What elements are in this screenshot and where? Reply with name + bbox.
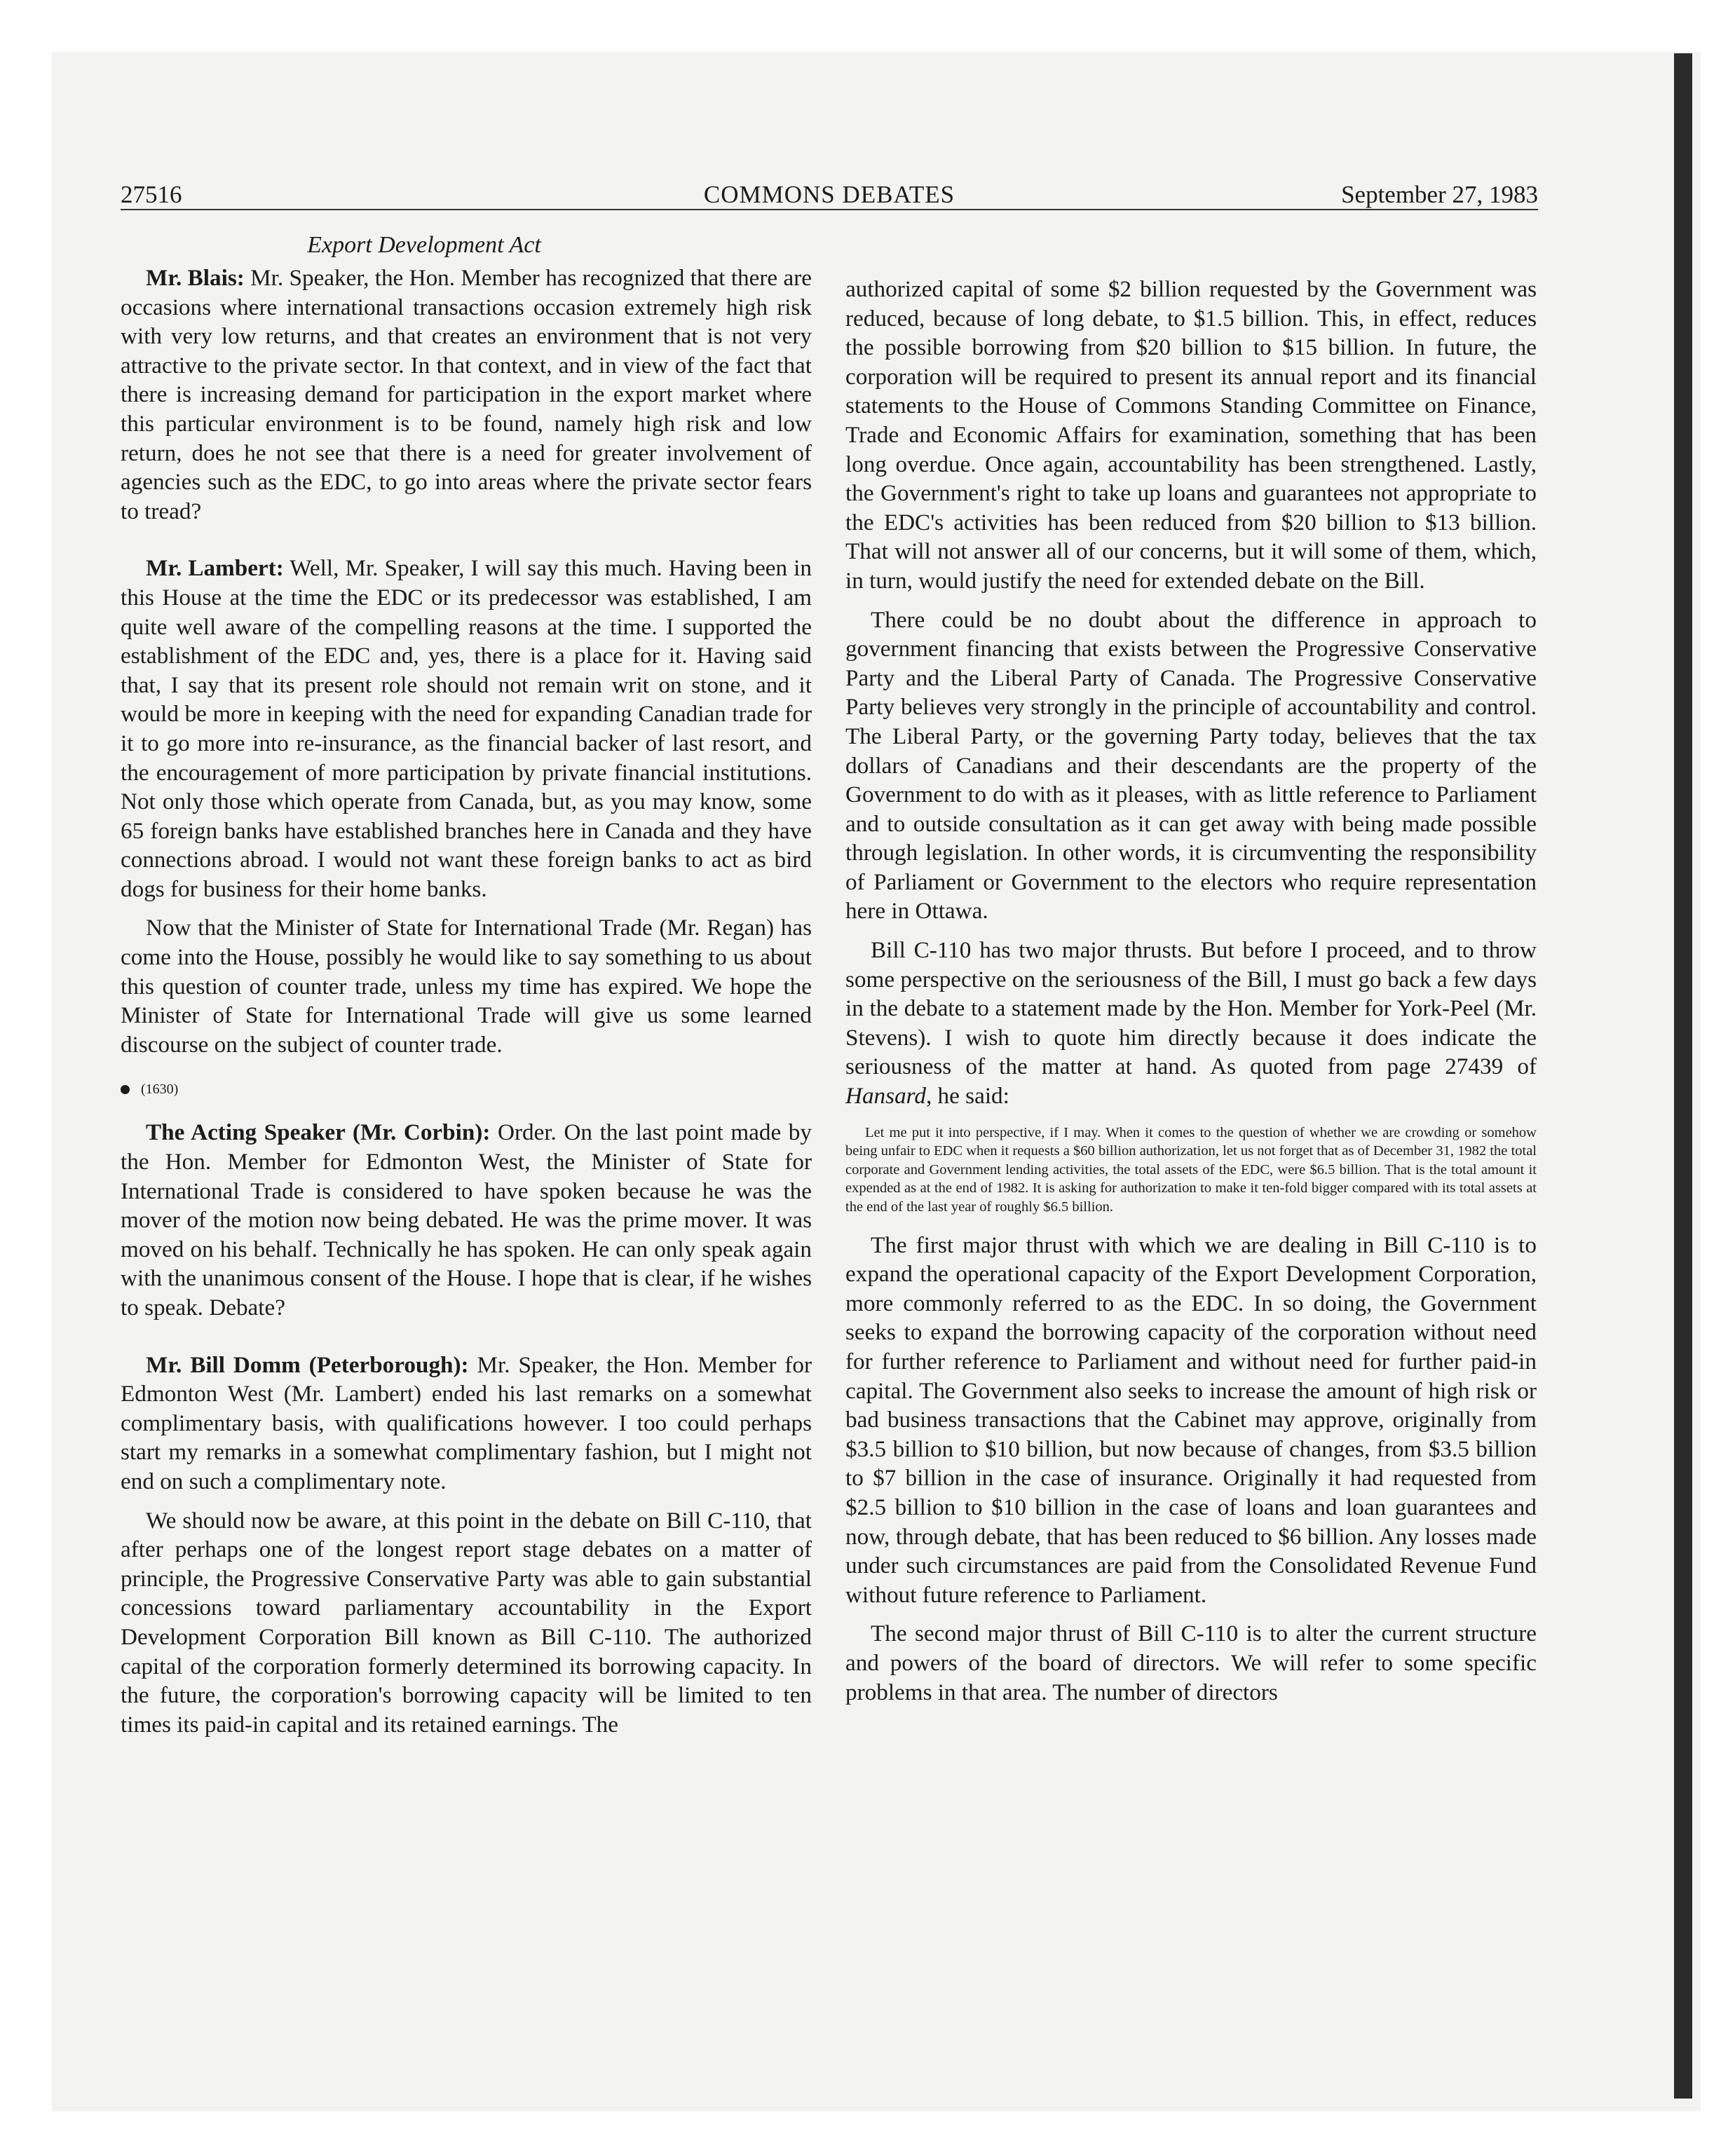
page-number: 27516	[121, 181, 182, 208]
publication-title: COMMONS DEBATES	[703, 181, 955, 208]
paragraph-domm-cont: We should now be aware, at this point in the debate on Bill C-110, that after perhaps one of the longest report stage debates on a matter of principle, the Progressive Conservative Party was able to gain substantial concessions toward parliamentary accountability in the Export Development Corporation Bill known as Bill C-110. The authorized capital of the corporation formerly determined its borrowing capacity. In the future, the corporation's borrowing capacity will be limited to ten times its paid-in capital and its retained earnings. The	[121, 1507, 812, 1738]
paragraph-second-thrust: The second major thrust of Bill C-110 is to alter the current structure and powers of the board of directors. We will refer to some specific problems in that area. The number of directors	[845, 1621, 1537, 1705]
paragraph-text: Order. On the last point made by the Hon. Member for Edmonton West, the Minister of State for International Trade is considered to have spoken because he was the mover of the motion now being debated. He was the prime mover. It was moved on his behalf. Technically he has spoken. He can only speak again with the unanimous consent of the House. I hope that is clear, if he wishes to speak. Debate?	[121, 1119, 812, 1321]
scan-edge-bar	[1674, 53, 1692, 2099]
paragraph-first-thrust: The first major thrust with which we are dealing in Bill C-110 is to expand the operational capacity of the Export Development Corporation, more commonly referred to as the EDC. In so doing, the Government seeks to expand the borrowing capacity of the corporation without need for further reference to Parliament and without need for further paid-in capital. The Government also seeks to increase the amount of high risk or bad business transactions that the Cabinet may approve, originally from $3.5 billion to $10 billion, but now because of changes, from $3.5 billion to $7 billion in the case of insurance. Originally it had requested from $2.5 billion to $10 billion in the case of loans and loan guarantees and now, through debate, that has been reduced to $6 billion. Any losses made under such circumstances are paid from the Consolidated Revenue Fund without future reference to Parliament.	[845, 1231, 1537, 1608]
speaker-name: Mr. Bill Domm (Peterborough):	[146, 1351, 469, 1378]
hansard-reference: Hansard	[845, 1083, 926, 1110]
header-rule	[121, 209, 1538, 210]
speaker-name: Mr. Lambert:	[146, 555, 284, 582]
paragraph-thrusts	[845, 936, 1537, 1111]
page-header	[121, 181, 1538, 216]
page-date: September 27, 1983	[1341, 181, 1538, 208]
paragraph-text: , he said:	[925, 1083, 1009, 1110]
bullet-icon	[121, 1085, 130, 1094]
paragraph-text: Mr. Speaker, the Hon. Member for Edmonton West (Mr. Lambert) ended his last remarks on a somewhat complimentary basis, with qualifications however. I too could perhaps start my remarks in a somewhat complimentary fashion, but I might not end on such a complimentary note.	[121, 1351, 812, 1494]
timestamp-text: (1630)	[141, 1082, 179, 1098]
paragraph-text: Mr. Speaker, the Hon. Member has recognized that there are occasions where international transactions occasion extremely high risk with very low returns, and that creates an environment that is not very attractive to the private sector. In that context, and in view of the fact that there is increasing demand for participation in the export market where this particular environment is to be found, namely high risk and low return, does he not see that there is a need for greater involvement of agencies such as the EDC, to go into areas where the private sector fears to tread?	[121, 265, 812, 524]
speaker-name: Mr. Blais:	[146, 265, 245, 291]
section-title: Export Development Act	[307, 232, 541, 258]
paragraph-text: Well, Mr. Speaker, I will say this much. Having been in this House at the time the EDC or its predecessor was established, I am quite well aware of the compelling reasons at the time. I supported the establishment of the EDC and, yes, there is a place for it. Having said that, I say that its present role should not remain writ on stone, and it would be more in keeping with the need for expanding Canadian trade for it to go more into re-insurance, as the financial backer of last resort, and the encouragement of more participation by private financial institutions. Not only those which operate from Canada, but, as you may know, some 65 foreign banks have established branches here in Canada and they have connections abroad. I would not want these foreign banks to act as bird dogs for business for their home banks.	[121, 555, 812, 902]
paragraph-blais	[121, 264, 812, 526]
paragraph-text: Bill C-110 has two major thrusts. But before I proceed, and to throw some perspective on the seriousness of the Bill, I must go back a few days in the debate to a statement made by the Hon. Member for York-Peel (Mr. Stevens). I wish to quote him directly because it does indicate the seriousness of the matter at hand. As quoted from page 27439 of	[845, 937, 1537, 1080]
paragraph-domm	[121, 1351, 812, 1496]
paragraph-acting-speaker	[121, 1118, 812, 1322]
quote-text: Let me put it into perspective, if I may. When it comes to the question of whether we are crowding or somehow being unfair to EDC when it requests a $60 billion authorization, let us not forget that as of December 31, 1982 the total corporate and Government lending activities, the total assets of the EDC, were $6.5 billion. That is the total amount it expended as at the end of 1982. It is asking for authorization to make it ten-fold bigger compared with its total assets at the end of the last year of roughly $6.5 billion.	[845, 1124, 1537, 1215]
time-marker	[121, 1080, 812, 1098]
right-column	[845, 275, 1537, 1707]
paragraph-continued: authorized capital of some $2 billion requested by the Government was reduced, because of long debate, to $1.5 billion. This, in effect, reduces the possible borrowing from $20 billion to $15 billion. In future, the corporation will be required to present its annual report and its financial statements to the House of Commons Standing Committee on Finance, Trade and Economic Affairs for examination, something that has been long overdue. Once again, accountability has been strengthened. Lastly, the Government's right to take up loans and guarantees not appropriate to the EDC's activities has been reduced from $20 billion to $13 billion. That will not answer all of our concerns, but it will some of them, which, in turn, would justify the need for extended debate on the Bill.	[845, 276, 1537, 594]
paragraph-lambert	[121, 554, 812, 903]
paragraph-lambert-cont: Now that the Minister of State for International Trade (Mr. Regan) has come into the House, possibly he would like to say something to us about this question of counter trade, unless my time has expired. We hope the Minister of State for International Trade will give us some learned discourse on the subject of counter trade.	[121, 915, 812, 1058]
paragraph-approach: There could be no doubt about the difference in approach to government financing that exists between the Progressive Conservative Party and the Liberal Party of Canada. The Progressive Conservative Party believes very strongly in the principle of accountability and control. The Liberal Party, or the governing Party today, believes that the tax dollars of Canadians and their descendants are the property of the Government to do with as it pleases, with as little reference to Parliament and to outside consultation as it can get away with being made possible through legislation. In other words, it is circumventing the responsibility of Parliament or Government to the electors who require representation here in Ottawa.	[845, 606, 1537, 925]
left-column	[121, 231, 812, 1739]
speaker-name: The Acting Speaker (Mr. Corbin):	[146, 1119, 491, 1146]
block-quote	[845, 1124, 1537, 1217]
